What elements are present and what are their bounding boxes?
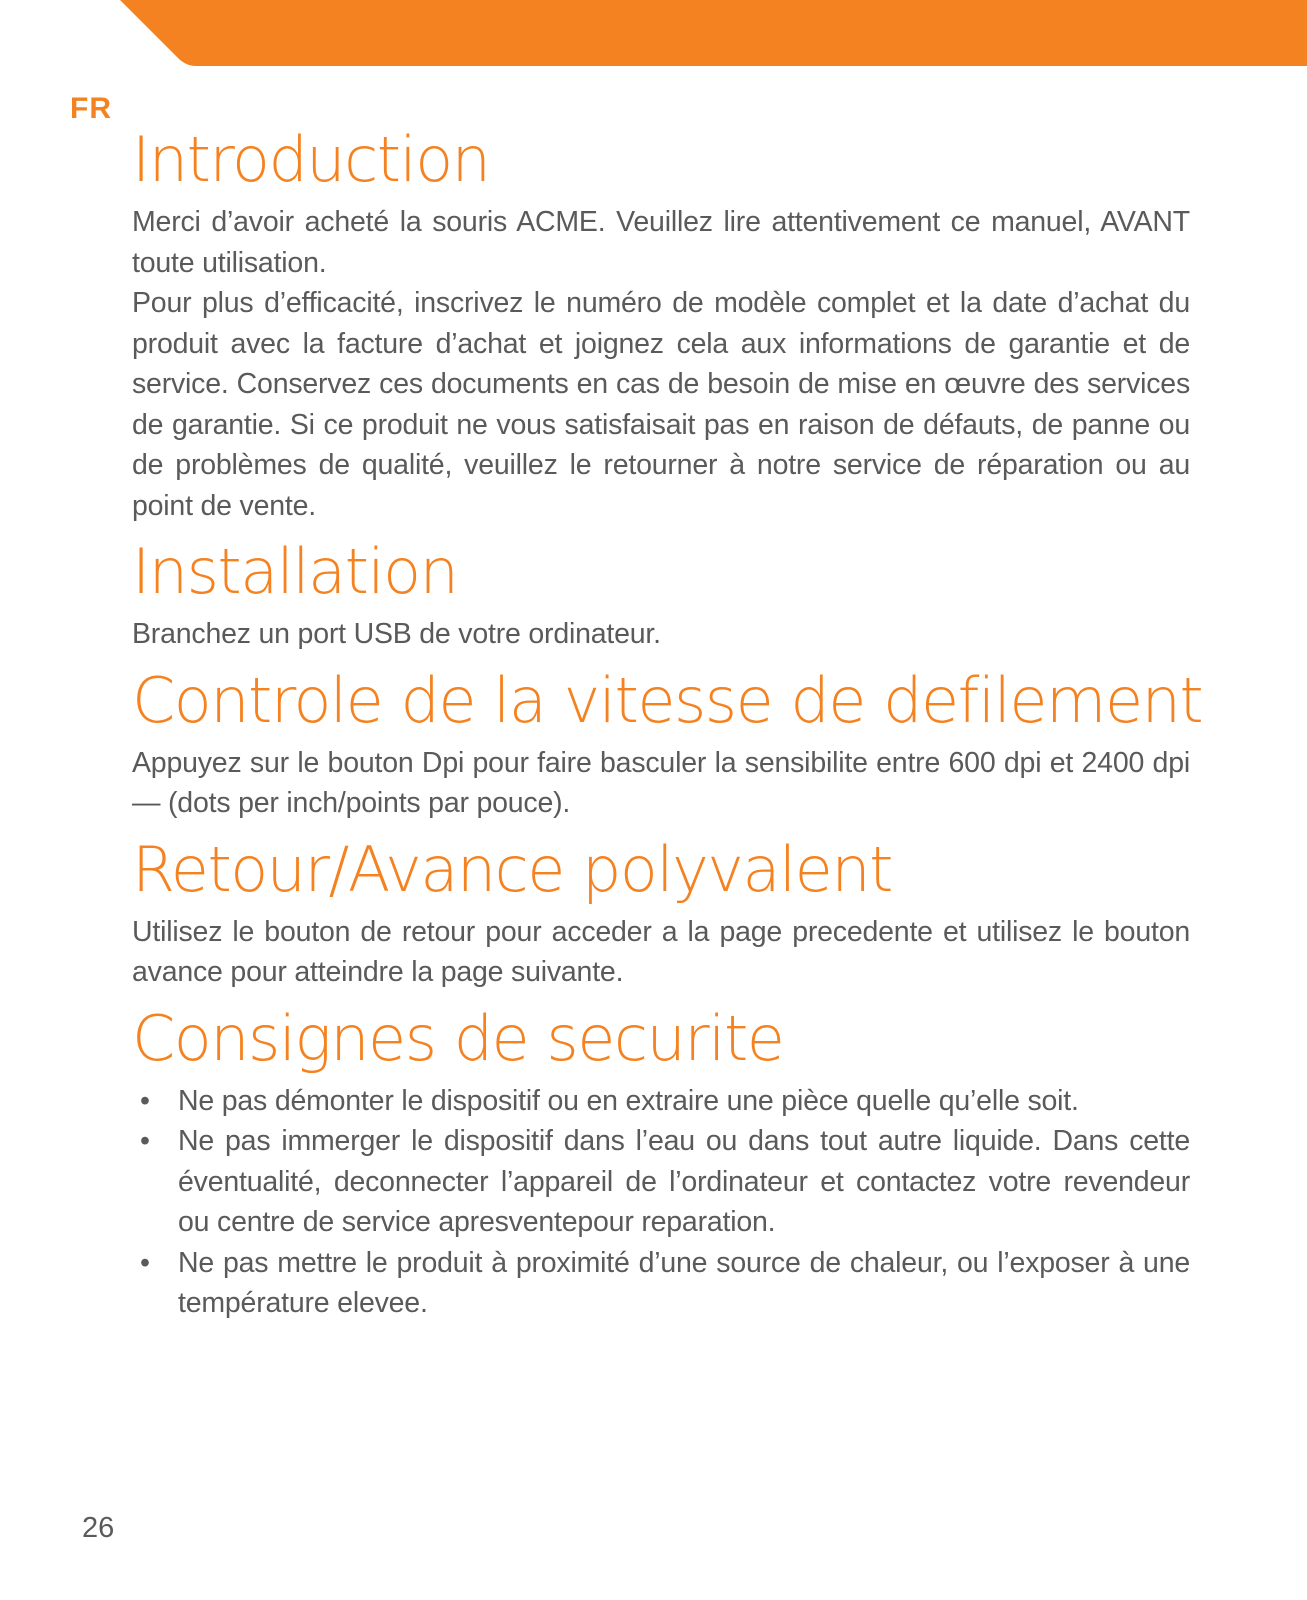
page-content [132,118,1203,1324]
installation-title: Installation [132,535,458,608]
scroll-speed-section [132,659,1203,824]
safety-item-text: Ne pas démonter le dispositif ou en extraire une pièce quelle qu’elle soit. [178,1084,1079,1117]
installation-text: Branchez un port USB de votre ordinateur. [132,618,661,650]
introduction-title: Introduction [132,123,490,196]
safety-title: Consignes de securite [132,1001,784,1075]
bullet-icon: • [140,1246,150,1279]
safety-item-text: Ne pas immerger le dispositif dans l’eau ou dans tout autre liquide. Dans cette éventualité, deconnecter l’appareil de l’ordinateur et contactez votre revendeur ou centre de service apresventepour reparation. [178,1125,1190,1238]
back-forward-text: Utilisez le bouton de retour pour acceder a la page precedente et utilisez le bouton avance pour atteindre la page suivante. [132,915,1190,988]
safety-item-text: Ne pas mettre le produit à proximité d’une source de chaleur, ou l’exposer à une température elevee. [178,1246,1190,1319]
introduction-paragraph-1: Merci d’avoir acheté la souris ACME. Veuillez lire attentivement ce manuel, AVANT toute utilisation. [132,206,1190,279]
language-label: FR [70,92,112,125]
bullet-icon: • [140,1084,150,1117]
page-number: 26 [82,1512,115,1544]
back-forward-section [132,828,1190,993]
safety-section [132,997,1190,1324]
installation-section [132,530,1190,655]
list-item [132,1121,1190,1243]
introduction-paragraph-2: Pour plus d’efficacité, inscrivez le numéro de modèle complet et la date d’achat du produit avec la facture d’achat et joignez cela aux informations de garantie et de service. Conservez ces documents en cas de besoin de mise en œuvre des services de garantie. Si ce produit ne vous satisfaisait pas en raison de défauts, de panne ou de problèmes de qualité, veuillez le retourner à notre service de réparation ou au point de vente. [132,287,1190,522]
list-item [132,1243,1190,1324]
scroll-speed-title: Controle de la vitesse de defilement [132,663,1203,737]
scroll-speed-text: Appuyez sur le bouton Dpi pour faire basculer la sensibilite entre 600 dpi et 2400 dpi — (dots per inch/points par pouce). [132,746,1190,819]
header-orange-band [0,0,1307,70]
safety-list [132,1081,1190,1324]
introduction-section [132,118,1190,526]
back-forward-title: Retour/Avance polyvalent [132,832,892,906]
bullet-icon: • [140,1125,150,1157]
list-item [132,1081,1190,1122]
